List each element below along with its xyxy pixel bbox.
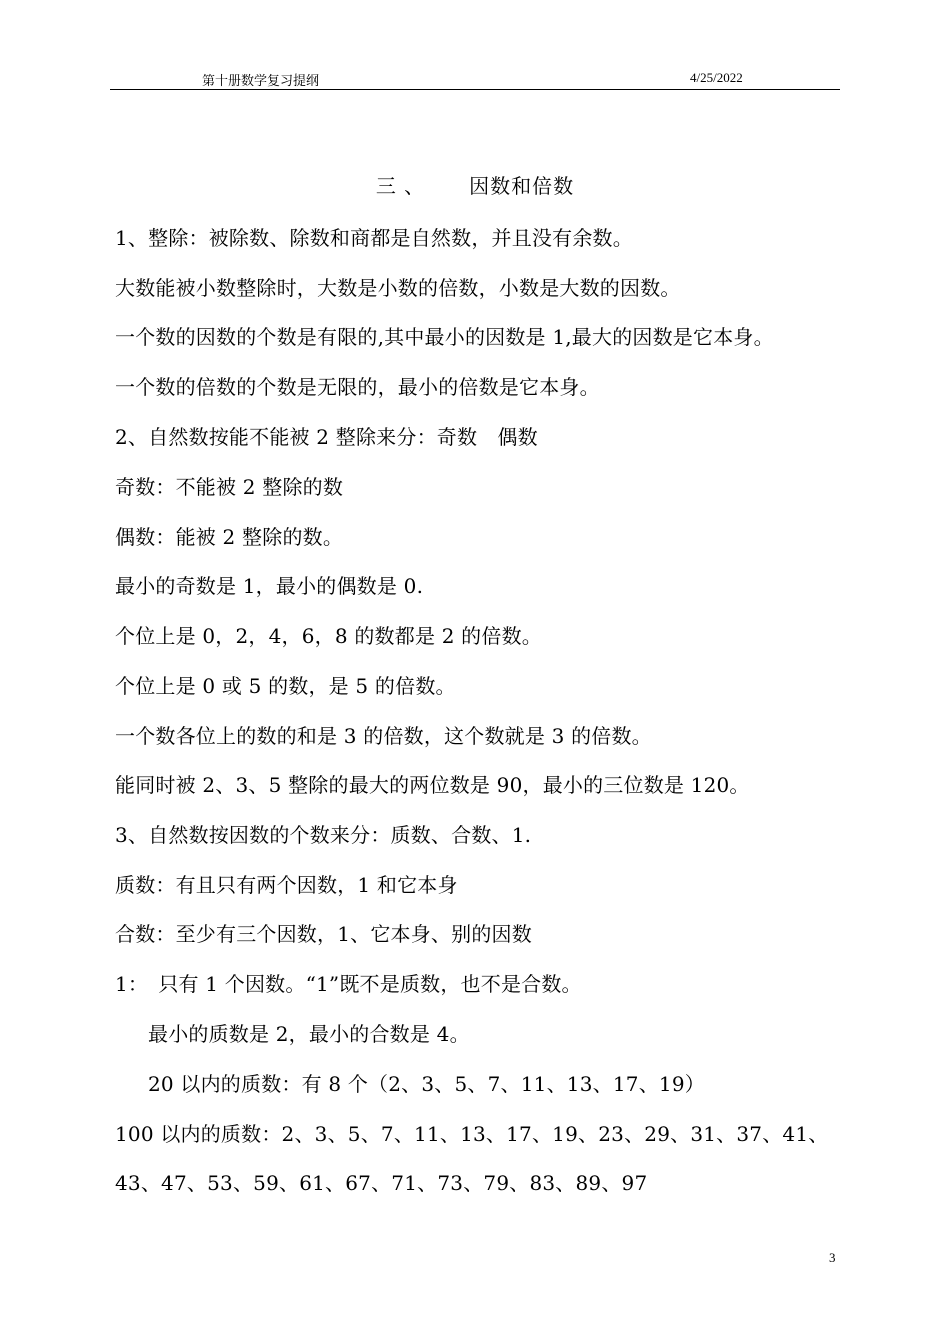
paragraph-line: 一个数的因数的个数是有限的,其中最小的因数是 1,最大的因数是它本身。 xyxy=(115,325,774,349)
paragraph-line: 偶数：能被 2 整除的数。 xyxy=(115,525,344,549)
paragraph-line: 合数：至少有三个因数，1、它本身、别的因数 xyxy=(115,922,532,946)
paragraph-line: 一个数各位上的数的和是 3 的倍数，这个数就是 3 的倍数。 xyxy=(115,724,652,748)
paragraph-line: 3、自然数按因数的个数来分：质数、合数、1. xyxy=(115,823,532,847)
paragraph-line: 1、整除：被除数、除数和商都是自然数，并且没有余数。 xyxy=(115,226,633,250)
paragraph-line: 奇数：不能被 2 整除的数 xyxy=(115,475,344,499)
header-title: 第十册数学复习提纲 xyxy=(202,74,320,89)
paragraph-line: 个位上是 0，2，4，6，8 的数都是 2 的倍数。 xyxy=(115,624,542,648)
header-divider xyxy=(110,89,840,90)
paragraph-line: 个位上是 0 或 5 的数，是 5 的倍数。 xyxy=(115,674,456,698)
section-heading xyxy=(0,170,950,199)
paragraph-line: 最小的质数是 2，最小的合数是 4。 xyxy=(148,1022,470,1046)
section-number: 三 、 xyxy=(375,174,426,198)
paragraph-line: 2、自然数按能不能被 2 整除来分：奇数 偶数 xyxy=(115,425,538,449)
paragraph-line: 100 以内的质数：2、3、5、7、11、13、17、19、23、29、31、37、41、 xyxy=(115,1122,829,1146)
section-title: 因数和倍数 xyxy=(469,174,575,198)
header-date: 4/25/2022 xyxy=(690,70,743,85)
paragraph-line: 能同时被 2、3、5 整除的最大的两位数是 90，最小的三位数是 120。 xyxy=(115,773,750,797)
page-number: 3 xyxy=(829,1250,836,1265)
paragraph-line: 最小的奇数是 1，最小的偶数是 0. xyxy=(115,574,424,598)
paragraph-line: 1： 只有 1 个因数。“1”既不是质数，也不是合数。 xyxy=(115,972,582,996)
paragraph-line: 大数能被小数整除时，大数是小数的倍数，小数是大数的因数。 xyxy=(115,276,681,300)
paragraph-line: 20 以内的质数：有 8 个（2、3、5、7、11、13、17、19） xyxy=(148,1072,705,1096)
paragraph-line: 质数：有且只有两个因数，1 和它本身 xyxy=(115,873,458,897)
paragraph-line: 一个数的倍数的个数是无限的，最小的倍数是它本身。 xyxy=(115,375,600,399)
paragraph-line: 43、47、53、59、61、67、71、73、79、83、89、97 xyxy=(115,1171,648,1195)
